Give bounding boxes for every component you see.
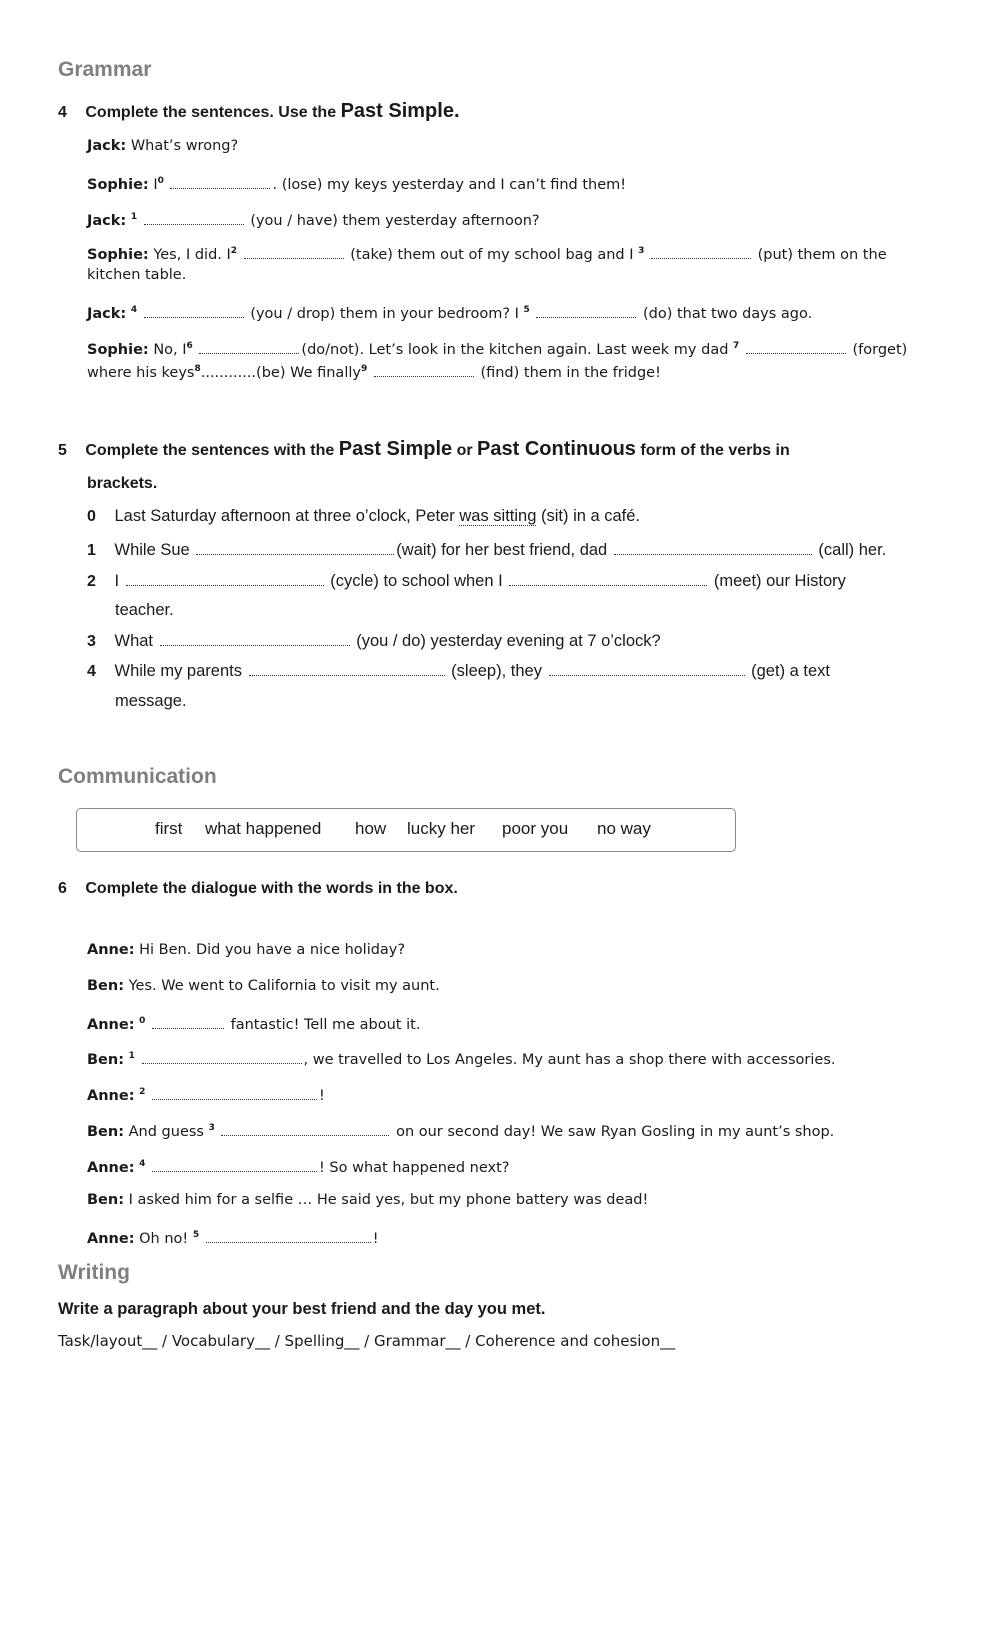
dialogue-text: on our second day! We saw Ryan Gosling in my aunt’s shop. [396, 1124, 835, 1140]
answer-gap-2[interactable] [244, 244, 344, 259]
writing-title: Writing [58, 1261, 130, 1284]
gap-number: 4 [130, 305, 138, 316]
dialogue-text: (find) them in the fridge! [480, 365, 661, 381]
ex6-line-2 [87, 1014, 420, 1033]
word-box [76, 808, 736, 852]
ex4-line-0 [87, 138, 238, 154]
dialogue-gap-0[interactable] [152, 1014, 224, 1029]
gap-number: 9 [360, 364, 368, 375]
ex4-line-3 [87, 244, 887, 263]
answer-gap-5-1b[interactable] [614, 540, 812, 555]
gap-number: 0 [139, 1016, 146, 1027]
answer-gap-1[interactable] [144, 210, 244, 225]
speaker-label: Anne: [87, 1017, 135, 1033]
grammar-title: Grammar [58, 58, 152, 81]
dialogue-text: No, I [153, 342, 187, 358]
dialogue-text: ! [319, 1088, 325, 1104]
ex6-line-5 [87, 1121, 834, 1140]
ex4-line-5-cont [87, 362, 661, 381]
answer-gap-5[interactable] [536, 303, 636, 318]
answer-gap-5-1a[interactable] [196, 540, 394, 555]
item-text: (you / do) yesterday evening at 7 o’clock? [356, 632, 661, 650]
item-text: What [114, 632, 154, 650]
gap-number: 3 [208, 1123, 215, 1134]
word-lucky-her: lucky her [407, 819, 476, 838]
ex6-line-3 [87, 1049, 835, 1068]
answer-gap-5-2b[interactable] [509, 571, 707, 586]
tense-past-continuous: Past Continuous [477, 438, 636, 460]
dialogue-gap-5[interactable] [206, 1228, 371, 1243]
ex6-line-7 [87, 1192, 648, 1208]
ex6-line-6 [87, 1157, 509, 1176]
exercise-4-heading [58, 100, 460, 123]
example-answer: was sitting [459, 507, 537, 525]
item-text: (sit) in a café. [541, 507, 641, 525]
speaker-label: Sophie: [87, 247, 149, 263]
gap-number: 0 [157, 176, 164, 187]
dialogue-gap-3[interactable] [221, 1121, 389, 1136]
speaker-label: Ben: [87, 1192, 125, 1208]
or-text: or [456, 442, 473, 459]
dialogue-text: (forget) [852, 342, 908, 358]
speaker-label: Anne: [87, 1088, 135, 1104]
exercise-6-number: 6 [58, 880, 67, 897]
speaker-label: Sophie: [87, 177, 149, 193]
answer-gap-7[interactable] [746, 339, 846, 354]
exercise-5-instruction: Complete the sentences with the [85, 442, 335, 459]
dialogue-text: Yes, I did. I [153, 247, 231, 263]
item-text: (get) a text [751, 662, 831, 680]
answer-gap-5-4a[interactable] [249, 661, 445, 676]
item-number: 3 [87, 633, 96, 650]
dialogue-gap-4[interactable] [152, 1157, 317, 1172]
dialogue-gap-1[interactable] [142, 1049, 302, 1064]
gap-number: 4 [139, 1159, 146, 1170]
ex6-line-1 [87, 978, 440, 994]
item-number: 4 [87, 663, 96, 680]
ex4-line-3-cont: kitchen table. [87, 267, 187, 283]
exercise-5-heading [58, 438, 790, 461]
tense-past-simple: Past Simple [338, 438, 453, 460]
ex5-item-2 [87, 571, 846, 591]
dialogue-gap-2[interactable] [152, 1085, 317, 1100]
answer-gap-6[interactable] [199, 339, 299, 354]
dialogue-text: fantastic! Tell me about it. [230, 1017, 421, 1033]
item-text: (meet) our History [713, 572, 846, 590]
gap-number: 3 [638, 246, 645, 257]
gap-number: 2 [230, 246, 238, 257]
dialogue-text: I asked him for a selfie … He said yes, but my phone battery was dead! [128, 1192, 649, 1208]
ex6-line-8 [87, 1228, 379, 1247]
speaker-label: Ben: [87, 1052, 125, 1068]
ex5-item-1 [87, 540, 886, 560]
dialogue-text: , we travelled to Los Angeles. My aunt has a shop there with accessories. [303, 1052, 836, 1068]
gap-number: 7 [733, 341, 740, 352]
item-text: (wait) for her best friend, dad [396, 541, 608, 559]
dialogue-text: ............(be) We finally [200, 365, 361, 381]
dialogue-text: Hi Ben. Did you have a nice holiday? [139, 942, 406, 958]
ex5-item-0 [87, 507, 640, 526]
dialogue-text: Oh no! [139, 1231, 189, 1247]
ex6-line-0 [87, 942, 405, 958]
writing-instruction: Write a paragraph about your best friend and the day you met. [58, 1300, 546, 1318]
answer-gap-9[interactable] [374, 362, 474, 377]
ex4-line-1 [87, 174, 626, 193]
speaker-label: Jack: [87, 138, 127, 154]
gap-number: 6 [186, 341, 193, 352]
speaker-label: Ben: [87, 1124, 125, 1140]
item-text: (sleep), they [451, 662, 542, 680]
item-text: Last Saturday afternoon at three o’clock, Peter [114, 507, 455, 525]
dialogue-text: (take) them out of my school bag and I [350, 247, 634, 263]
exercise-6-instruction: Complete the dialogue with the words in the box. [85, 880, 458, 897]
ex4-line-2 [87, 210, 540, 229]
dialogue-text: What’s wrong? [130, 138, 239, 154]
dialogue-text: And guess [128, 1124, 204, 1140]
ex6-line-4 [87, 1085, 325, 1104]
speaker-label: Anne: [87, 942, 135, 958]
answer-gap-3[interactable] [651, 244, 751, 259]
exercise-5-number: 5 [58, 442, 67, 459]
dialogue-text: where his keys [87, 365, 195, 381]
speaker-label: Anne: [87, 1231, 135, 1247]
exercise-4-instruction-tense: Past Simple. [340, 100, 460, 122]
item-text: While my parents [114, 662, 242, 680]
gap-number: 8 [194, 364, 201, 375]
gap-number: 2 [139, 1087, 146, 1098]
speaker-label: Anne: [87, 1160, 135, 1176]
word-no-way: no way [597, 819, 651, 838]
ex4-line-5 [87, 339, 907, 358]
gap-number: 1 [130, 212, 138, 223]
dialogue-text: ! [372, 1231, 379, 1247]
exercise-6-heading [58, 880, 458, 898]
dialogue-text: (put) them on the [757, 247, 887, 263]
exercise-5-instruction-cont: brackets. [87, 475, 158, 492]
word-first: first [155, 819, 183, 838]
speaker-label: Jack: [87, 306, 127, 322]
ex4-line-4 [87, 303, 812, 322]
item-text: (cycle) to school when I [330, 572, 503, 590]
ex5-item-4-cont: message. [115, 692, 187, 710]
gap-number: 1 [128, 1051, 135, 1062]
exercise-4-instruction: Complete the sentences. Use the [85, 104, 337, 121]
word-how: how [355, 819, 387, 838]
gap-number: 5 [523, 305, 530, 316]
dialogue-text: Yes. We went to California to visit my aunt. [128, 978, 440, 994]
communication-title: Communication [58, 765, 217, 788]
answer-gap-5-3[interactable] [160, 631, 350, 646]
item-number: 1 [87, 542, 96, 559]
dialogue-text: (you / have) them yesterday afternoon? [250, 213, 540, 229]
answer-gap-5-4b[interactable] [549, 661, 745, 676]
ex5-item-2-cont: teacher. [115, 601, 174, 619]
ex5-item-3 [87, 631, 661, 651]
dialogue-text: (you / drop) them in your bedroom? I [250, 306, 519, 322]
dialogue-text: (do) that two days ago. [643, 306, 813, 322]
dialogue-text: . (lose) my keys yesterday and I can’t find them! [272, 177, 627, 193]
item-text: (call) her. [818, 541, 887, 559]
gap-number: 5 [192, 1230, 200, 1241]
item-text: While Sue [114, 541, 190, 559]
item-text: I [114, 572, 120, 590]
speaker-label: Ben: [87, 978, 125, 994]
answer-gap-4[interactable] [144, 303, 244, 318]
exercise-5-instruction-end: form of the verbs in [640, 442, 790, 459]
dialogue-text: ! So what happened next? [319, 1160, 510, 1176]
dialogue-text: (do/not). Let’s look in the kitchen again. Last week my dad [301, 342, 729, 358]
item-number: 0 [87, 508, 96, 525]
word-what-happened: what happened [205, 819, 322, 838]
item-number: 2 [87, 573, 96, 590]
answer-gap-0[interactable] [170, 174, 270, 189]
dialogue-text: I [153, 177, 158, 193]
word-poor-you: poor you [502, 819, 569, 838]
speaker-label: Jack: [87, 213, 127, 229]
answer-gap-5-2a[interactable] [126, 571, 324, 586]
ex5-item-4 [87, 661, 830, 681]
exercise-4-number: 4 [58, 104, 67, 121]
writing-rubric: Task/layout__ / Vocabulary__ / Spelling__ / Grammar__ / Coherence and cohesion__ [58, 1332, 676, 1350]
speaker-label: Sophie: [87, 342, 149, 358]
